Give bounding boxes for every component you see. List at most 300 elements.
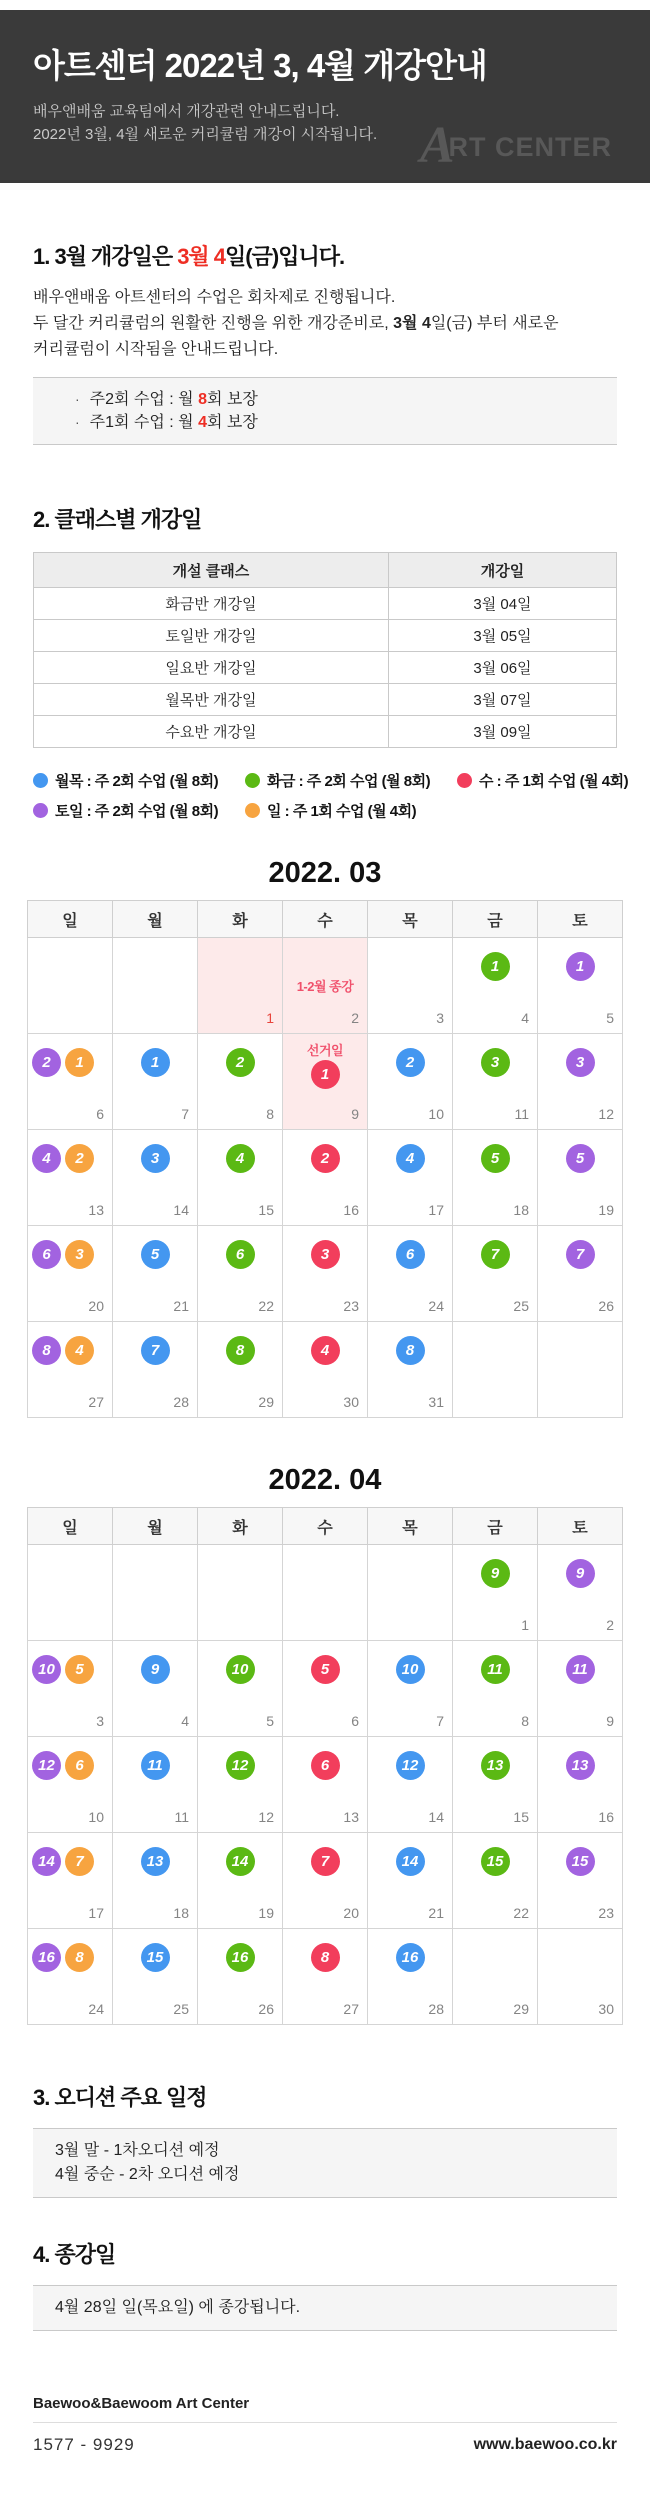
day-number: 23 xyxy=(598,1905,614,1921)
calendar-day-cell xyxy=(28,1737,113,1833)
class-session-badge: 3 xyxy=(481,1048,510,1077)
day-number: 28 xyxy=(428,2001,444,2017)
class-session-badge: 3 xyxy=(65,1240,94,1269)
calendar-day-cell xyxy=(453,1641,538,1737)
day-number: 5 xyxy=(266,1713,274,1729)
bullet-prefix: 주2회 수업 : 월 xyxy=(89,391,199,408)
bullet-count: 4 xyxy=(198,414,207,431)
class-session-badge: 12 xyxy=(396,1751,425,1780)
calendar-title: 2022. 03 xyxy=(268,857,382,889)
badge-row xyxy=(28,1655,112,1684)
calendar-day-cell xyxy=(283,1226,368,1322)
day-number: 19 xyxy=(598,1202,614,1218)
day-number: 10 xyxy=(428,1106,444,1122)
legend-label: 일 : 주 1회 수업 (월 4회) xyxy=(267,803,417,820)
calendar-day-cell xyxy=(538,1322,623,1418)
day-of-week-header: 일 xyxy=(28,1508,113,1545)
day-number: 23 xyxy=(343,1298,359,1314)
calendar-day-cell xyxy=(283,1833,368,1929)
calendar-head xyxy=(28,1508,623,1545)
class-session-badge: 9 xyxy=(141,1655,170,1684)
badge-row xyxy=(283,1144,367,1173)
calendar-day-cell xyxy=(538,1130,623,1226)
day-number: 24 xyxy=(428,1298,444,1314)
class-session-badge: 2 xyxy=(65,1144,94,1173)
badge-row xyxy=(198,1847,282,1876)
day-number: 16 xyxy=(343,1202,359,1218)
footer-divider xyxy=(33,2422,617,2423)
calendar-week-row xyxy=(28,1034,623,1130)
badge-row xyxy=(283,1751,367,1780)
class-session-badge: 1 xyxy=(141,1048,170,1077)
day-number: 30 xyxy=(343,1394,359,1410)
badge-row xyxy=(113,1240,197,1269)
section1-heading-suffix: 일(금)입니다. xyxy=(225,244,345,269)
day-number: 29 xyxy=(513,2001,529,2017)
day-of-week-header: 수 xyxy=(283,901,368,938)
badge-row xyxy=(283,1655,367,1684)
calendar-day-cell xyxy=(198,1034,283,1130)
day-number: 4 xyxy=(181,1713,189,1729)
day-number: 27 xyxy=(343,2001,359,2017)
section1-body xyxy=(33,285,617,363)
logo-text: RT CENTER xyxy=(448,132,612,162)
calendar-week-row xyxy=(28,1833,623,1929)
calendar-day-cell xyxy=(198,1545,283,1641)
class-session-badge: 5 xyxy=(481,1144,510,1173)
class-session-badge: 15 xyxy=(566,1847,595,1876)
class-session-badge: 5 xyxy=(65,1655,94,1684)
section1-body-line2 xyxy=(33,311,617,337)
table-row xyxy=(34,620,617,652)
calendar-day-cell xyxy=(198,1226,283,1322)
badge-row xyxy=(368,1240,452,1269)
badge-row xyxy=(453,1559,537,1588)
calendar-day-cell xyxy=(198,938,283,1034)
class-session-badge: 2 xyxy=(396,1048,425,1077)
calendar-day-cell xyxy=(198,1641,283,1737)
calendar-table xyxy=(27,1507,623,2025)
day-number: 2 xyxy=(606,1617,614,1633)
table-cell: 일요반 개강일 xyxy=(34,652,389,684)
calendar-week-row xyxy=(28,1545,623,1641)
badge-row xyxy=(198,1336,282,1365)
badge-row xyxy=(538,952,622,981)
legend-label: 수 : 주 1회 수업 (월 4회) xyxy=(479,773,629,790)
day-number: 15 xyxy=(513,1809,529,1825)
calendar-day-cell xyxy=(368,1737,453,1833)
calendar-week-row xyxy=(28,938,623,1034)
day-of-week-header: 목 xyxy=(368,901,453,938)
table-header-row xyxy=(34,553,617,588)
calendar-day-cell xyxy=(198,1833,283,1929)
class-session-badge: 13 xyxy=(566,1751,595,1780)
calendar-day-cell xyxy=(283,938,368,1034)
badge-row xyxy=(453,952,537,981)
day-number: 29 xyxy=(258,1394,274,1410)
badge-row xyxy=(113,1751,197,1780)
class-session-badge: 15 xyxy=(141,1943,170,1972)
legend-item xyxy=(33,800,245,821)
website-link[interactable]: www.baewoo.co.kr xyxy=(473,2436,617,2453)
badge-row xyxy=(283,1847,367,1876)
calendar-day-header-row xyxy=(28,901,623,938)
class-session-badge: 5 xyxy=(311,1655,340,1684)
badge-row xyxy=(113,1655,197,1684)
calendar-day-cell xyxy=(113,1034,198,1130)
calendar-day-cell xyxy=(453,1322,538,1418)
class-session-badge: 10 xyxy=(226,1655,255,1684)
calendar-day-cell xyxy=(453,938,538,1034)
calendar-body xyxy=(28,938,623,1418)
calendar-title: 2022. 04 xyxy=(268,1464,382,1496)
calendar-day-cell xyxy=(28,1034,113,1130)
day-number: 2 xyxy=(351,1010,359,1026)
calendar-body xyxy=(28,1545,623,2025)
calendar-week-row xyxy=(28,1929,623,2025)
section1-heading-prefix: 1. 3월 개강일은 xyxy=(33,244,178,269)
section2-heading: 2. 클래스별 개강일 xyxy=(33,507,202,532)
class-session-badge: 2 xyxy=(311,1144,340,1173)
day-number: 18 xyxy=(173,1905,189,1921)
day-number: 30 xyxy=(598,2001,614,2017)
day-of-week-header: 화 xyxy=(198,901,283,938)
table-header-cell: 개강일 xyxy=(388,553,616,588)
class-session-badge: 15 xyxy=(481,1847,510,1876)
section3-heading: 3. 오디션 주요 일정 xyxy=(33,2085,207,2110)
day-number: 9 xyxy=(351,1106,359,1122)
day-number: 31 xyxy=(428,1394,444,1410)
badge-row xyxy=(28,1048,112,1077)
day-of-week-header: 월 xyxy=(113,901,198,938)
class-session-badge: 5 xyxy=(141,1240,170,1269)
class-session-badge: 8 xyxy=(311,1943,340,1972)
day-number: 13 xyxy=(343,1809,359,1825)
legend-dot-icon xyxy=(33,773,48,788)
calendar-day-cell xyxy=(453,1545,538,1641)
day-of-week-header: 화 xyxy=(198,1508,283,1545)
bullet-dot-icon: · xyxy=(75,391,80,407)
footer-row xyxy=(33,2435,617,2455)
legend-item xyxy=(457,770,628,791)
class-session-badge: 6 xyxy=(396,1240,425,1269)
calendar-day-cell xyxy=(538,1545,623,1641)
class-session-badge: 3 xyxy=(566,1048,595,1077)
class-session-badge: 4 xyxy=(396,1144,425,1173)
day-number: 25 xyxy=(173,2001,189,2017)
header-subtitle-line1: 배우앤배움 교육팀에서 개강관련 안내드립니다. xyxy=(33,103,340,120)
badge-row xyxy=(198,1751,282,1780)
badge-row xyxy=(28,1336,112,1365)
day-number: 6 xyxy=(96,1106,104,1122)
badge-row xyxy=(28,1144,112,1173)
calendar-day-cell xyxy=(538,1641,623,1737)
calendar-day-cell xyxy=(113,1929,198,2025)
legend-label: 화금 : 주 2회 수업 (월 8회) xyxy=(267,773,431,790)
calendar-day-cell xyxy=(28,1322,113,1418)
badge-row xyxy=(368,1144,452,1173)
day-of-week-header: 금 xyxy=(453,1508,538,1545)
class-table-body xyxy=(34,588,617,748)
section1-body-line2-bold: 3월 4 xyxy=(393,315,431,332)
calendar-day-cell xyxy=(368,1226,453,1322)
table-row xyxy=(34,588,617,620)
day-of-week-header: 토 xyxy=(538,901,623,938)
bullet-dot-icon: · xyxy=(75,414,80,430)
legend-dot-icon xyxy=(457,773,472,788)
badge-row xyxy=(198,1943,282,1972)
day-of-week-header: 수 xyxy=(283,1508,368,1545)
calendar-day-cell xyxy=(453,1833,538,1929)
day-number: 19 xyxy=(258,1905,274,1921)
calendar-2022-04 xyxy=(0,1464,650,2025)
class-session-badge: 11 xyxy=(566,1655,595,1684)
calendar-day-cell xyxy=(368,1322,453,1418)
day-number: 1 xyxy=(521,1617,529,1633)
day-number: 21 xyxy=(428,1905,444,1921)
day-number: 8 xyxy=(521,1713,529,1729)
day-number: 16 xyxy=(598,1809,614,1825)
class-session-badge: 7 xyxy=(141,1336,170,1365)
class-session-badge: 14 xyxy=(396,1847,425,1876)
class-session-badge: 14 xyxy=(32,1847,61,1876)
calendar-day-cell xyxy=(453,1130,538,1226)
day-number: 3 xyxy=(436,1010,444,1026)
day-number: 9 xyxy=(606,1713,614,1729)
badge-row xyxy=(283,1336,367,1365)
class-session-badge: 6 xyxy=(32,1240,61,1269)
day-number: 10 xyxy=(88,1809,104,1825)
day-number: 15 xyxy=(258,1202,274,1218)
day-number: 17 xyxy=(428,1202,444,1218)
bullet-suffix: 회 보장 xyxy=(206,391,258,408)
day-number: 27 xyxy=(88,1394,104,1410)
badge-row xyxy=(538,1048,622,1077)
calendar-day-cell xyxy=(538,1034,623,1130)
calendar-day-cell xyxy=(538,1737,623,1833)
class-session-badge: 7 xyxy=(311,1847,340,1876)
day-number: 7 xyxy=(181,1106,189,1122)
calendar-day-cell xyxy=(368,1833,453,1929)
day-number: 13 xyxy=(88,1202,104,1218)
day-number: 26 xyxy=(598,1298,614,1314)
class-session-badge: 1 xyxy=(566,952,595,981)
badge-row xyxy=(538,1847,622,1876)
day-number: 28 xyxy=(173,1394,189,1410)
calendar-day-cell xyxy=(113,938,198,1034)
badge-row xyxy=(538,1144,622,1173)
class-session-badge: 14 xyxy=(226,1847,255,1876)
day-number: 24 xyxy=(88,2001,104,2017)
calendar-day-cell xyxy=(113,1641,198,1737)
calendar-day-cell xyxy=(28,1226,113,1322)
badge-row xyxy=(538,1240,622,1269)
class-session-badge: 13 xyxy=(481,1751,510,1780)
table-row xyxy=(34,652,617,684)
calendar-day-cell xyxy=(113,1737,198,1833)
class-session-badge: 8 xyxy=(65,1943,94,1972)
calendar-day-cell xyxy=(113,1545,198,1641)
class-session-badge: 4 xyxy=(32,1144,61,1173)
badge-row xyxy=(368,1655,452,1684)
badge-row xyxy=(113,1943,197,1972)
table-cell: 월목반 개강일 xyxy=(34,684,389,716)
calendar-week-row xyxy=(28,1130,623,1226)
day-of-week-header: 월 xyxy=(113,1508,198,1545)
holiday-note: 1-2월 종강 xyxy=(296,979,354,994)
badge-row xyxy=(283,1240,367,1269)
class-session-badge: 13 xyxy=(141,1847,170,1876)
calendar-day-cell xyxy=(538,1833,623,1929)
class-session-badge: 7 xyxy=(65,1847,94,1876)
page-header xyxy=(0,10,650,183)
badge-row xyxy=(113,1336,197,1365)
class-session-badge: 4 xyxy=(226,1144,255,1173)
calendar-week-row xyxy=(28,1641,623,1737)
class-session-badge: 16 xyxy=(396,1943,425,1972)
day-number: 8 xyxy=(266,1106,274,1122)
legend-dot-icon xyxy=(33,803,48,818)
badge-row xyxy=(538,1751,622,1780)
day-number: 22 xyxy=(513,1905,529,1921)
calendar-day-cell xyxy=(283,1737,368,1833)
calendar-day-cell xyxy=(283,1034,368,1130)
table-cell: 3월 04일 xyxy=(388,588,616,620)
calendar-day-cell xyxy=(28,1929,113,2025)
guarantee-note-box xyxy=(33,377,617,445)
badge-row xyxy=(113,1847,197,1876)
badge-row xyxy=(368,1751,452,1780)
calendar-day-cell xyxy=(198,1929,283,2025)
calendar-day-cell xyxy=(28,1641,113,1737)
calendar-table xyxy=(27,900,623,1418)
section1-body-line1: 배우앤배움 아트센터의 수업은 회차제로 진행됩니다. xyxy=(33,289,396,306)
badge-row xyxy=(453,1655,537,1684)
calendars xyxy=(0,857,650,2025)
day-number: 14 xyxy=(428,1809,444,1825)
legend-item xyxy=(245,770,457,791)
table-cell: 3월 09일 xyxy=(388,716,616,748)
phone-number: 1577 - 9929 xyxy=(33,2435,135,2454)
class-session-badge: 1 xyxy=(311,1060,340,1089)
calendar-day-cell xyxy=(368,938,453,1034)
calendar-day-cell xyxy=(368,1641,453,1737)
badge-row xyxy=(538,1559,622,1588)
section1-body-line2-prefix: 두 달간 커리큘럼의 원활한 진행을 위한 개강준비로, xyxy=(33,315,394,332)
calendar-day-cell xyxy=(28,1130,113,1226)
class-session-badge: 3 xyxy=(311,1240,340,1269)
badge-row xyxy=(368,1847,452,1876)
class-session-badge: 3 xyxy=(141,1144,170,1173)
badge-row xyxy=(368,1048,452,1077)
calendar-head xyxy=(28,901,623,938)
badge-row xyxy=(368,1336,452,1365)
class-session-badge: 8 xyxy=(396,1336,425,1365)
calendar-day-cell xyxy=(283,1322,368,1418)
guarantee-bullet xyxy=(75,411,617,434)
day-number: 21 xyxy=(173,1298,189,1314)
calendar-day-cell xyxy=(368,1929,453,2025)
class-session-badge: 6 xyxy=(311,1751,340,1780)
calendar-day-cell xyxy=(198,1322,283,1418)
calendar-day-cell xyxy=(538,1226,623,1322)
calendar-day-cell xyxy=(283,1545,368,1641)
table-header-cell: 개설 클래스 xyxy=(34,553,389,588)
badge-row xyxy=(368,1943,452,1972)
class-session-badge: 10 xyxy=(396,1655,425,1684)
day-number: 20 xyxy=(343,1905,359,1921)
badge-row xyxy=(453,1751,537,1780)
class-session-badge: 6 xyxy=(65,1751,94,1780)
class-session-badge: 9 xyxy=(481,1559,510,1588)
section-closing-day xyxy=(33,2238,617,2331)
audition-line-2: 4월 중순 - 2차 오디션 예정 xyxy=(55,2166,240,2183)
logo-letter-a: A xyxy=(419,117,455,174)
day-number: 4 xyxy=(521,1010,529,1026)
legend-label: 토일 : 주 2회 수업 (월 8회) xyxy=(55,803,219,820)
day-number: 18 xyxy=(513,1202,529,1218)
table-cell: 화금반 개강일 xyxy=(34,588,389,620)
day-number: 6 xyxy=(351,1713,359,1729)
calendar-day-cell xyxy=(283,1929,368,2025)
calendar-day-cell xyxy=(283,1641,368,1737)
page-footer xyxy=(33,2395,617,2498)
class-session-badge: 5 xyxy=(566,1144,595,1173)
day-number: 11 xyxy=(174,1809,189,1825)
calendar-day-cell xyxy=(368,1034,453,1130)
class-session-badge: 12 xyxy=(226,1751,255,1780)
section4-heading: 4. 종강일 xyxy=(33,2242,116,2267)
calendar-day-cell xyxy=(453,1226,538,1322)
calendar-day-cell xyxy=(538,1929,623,2025)
audition-line-1: 3월 말 - 1차오디션 예정 xyxy=(55,2142,220,2159)
class-session-badge: 8 xyxy=(32,1336,61,1365)
day-number: 3 xyxy=(96,1713,104,1729)
calendar-day-cell xyxy=(113,1322,198,1418)
guarantee-bullet xyxy=(75,388,617,411)
day-of-week-header: 일 xyxy=(28,901,113,938)
legend-dot-icon xyxy=(245,803,260,818)
class-session-badge: 16 xyxy=(32,1943,61,1972)
table-cell: 수요반 개강일 xyxy=(34,716,389,748)
section-audition-schedule xyxy=(33,2081,617,2198)
legend-item xyxy=(245,800,457,821)
badge-row xyxy=(28,1943,112,1972)
bullet-count: 8 xyxy=(198,391,207,408)
class-session-badge: 1 xyxy=(65,1048,94,1077)
day-number: 17 xyxy=(88,1905,104,1921)
table-row xyxy=(34,684,617,716)
day-number: 25 xyxy=(513,1298,529,1314)
badge-row xyxy=(28,1847,112,1876)
day-number: 11 xyxy=(514,1106,529,1122)
day-number: 1 xyxy=(266,1010,274,1026)
legend-dot-icon xyxy=(245,773,260,788)
day-number: 14 xyxy=(173,1202,189,1218)
calendar-day-cell xyxy=(368,1545,453,1641)
calendar-day-cell xyxy=(453,1034,538,1130)
day-of-week-header: 금 xyxy=(453,901,538,938)
day-of-week-header: 목 xyxy=(368,1508,453,1545)
calendar-day-cell xyxy=(113,1226,198,1322)
header-subtitle-line2: 2022년 3월, 4월 새로운 커리큘럼 개강이 시작됩니다. xyxy=(33,126,378,143)
class-session-badge: 7 xyxy=(481,1240,510,1269)
legend-label: 월목 : 주 2회 수업 (월 8회) xyxy=(55,773,219,790)
calendar-day-cell xyxy=(28,1833,113,1929)
closing-info-box xyxy=(33,2285,617,2331)
section1-body-line3: 커리큘럼이 시작됨을 안내드립니다. xyxy=(33,341,279,358)
badge-row xyxy=(113,1144,197,1173)
